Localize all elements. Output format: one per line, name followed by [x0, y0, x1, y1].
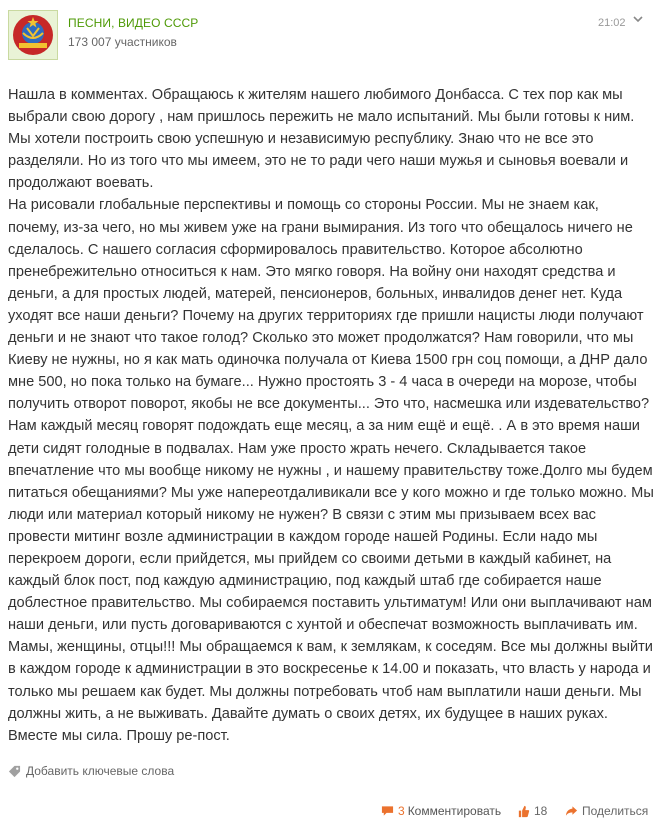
- post-paragraph: На рисовали глобальные перспективы и помощь со стороны России. Мы не знаем как, почему, из-за чего, но мы живем уже на грани вымирания. Из того что обещалось ничего не сделалось. С нашего согласия сформировалось правительство. Которое абсолютно пренебрежительно относиться к нам. Это мягко говоря. На войну они находят средства и деньги, а для простых людей, матерей, пенсионеров, больных, инвалидов денег нет. Куда уходят все наши деньги? Почему на других территориях где пришли нацисты люди получают деньги и не знают что такое голод? Сколько это может продолжатся? Нам говорили, что мы Киеву не нужны, но я как мать одиночка получала от Киева 1500 грн соц помощи, а ДНР дало мне 500, но пока только на бумаге... Нужно простоять 3 - 4 часа в очереди на морозе, чтобы получить отворот поворот, якобы не все документы... Это что, насмешка или издевательство? Нам каждый месяц говорят подождать еще месяц, а за ним ещё и ещё. . А в это время наши дети сидят голодные в подвалах. Нам уже просто жрать нечего. Складывается такое впечатление что мы вообще никому не нужны , и нашему правительству тоже.Долго мы будем питаться обещаниями? Мы уже напереотдаливикали все у кого можно и где только можно. Мы люди или материал который никому не нужен? В связи с этим мы призываем всех вас провести митинг возле администрации в каждом городе нашей Родины. Если надо мы перекроем дороги, если прийдется, мы прийдем со своими детьми в каждый кабинет, на каждый блок пост, под каждую администрацию, под каждый штаб где собирается наше доблестное правительство. Мы собираемся поставить ультиматум! Или они выплачивают нам наши деньги, или пусть договариваются с хунтой и обеспечат возможность выплачивать им. Мамы, женщины, отцы!!! Мы обращаемся к вам, к землякам, к соседям. Все мы должны выйти в каждом городе к администрации в это воскресенье к 14.00 и показать, что власть у народа и только мы решаем как будет. Мы должны потребовать чтоб нам выплатили наши деньги. Мы должны жить, а не выживать. Давайте думать о своих детях, их будущее в наших руках. Вместе мы сила. Прошу ре-пост.: [8, 197, 654, 744]
- tag-icon: [8, 765, 21, 778]
- group-avatar[interactable]: [8, 10, 58, 60]
- post-time: 21:02: [598, 17, 626, 29]
- add-keywords-link[interactable]: [8, 764, 174, 778]
- post-header: [0, 0, 659, 70]
- members-count: 173 007 участников: [68, 35, 177, 49]
- share-label: Поделиться: [582, 804, 649, 818]
- group-name-link[interactable]: ПЕСНИ, ВИДЕО СССР: [68, 16, 199, 30]
- chevron-down-icon[interactable]: [632, 13, 644, 28]
- soviet-emblem-icon: [11, 13, 55, 57]
- post-paragraph: Нашла в комментах. Обращаюсь к жителям нашего любимого Донбасса. С тех пор как мы выбрали свою дорогу , нам пришлось пережить не мало испытаний. Мы были готовы к ним. Мы хотели построить свою успешную и независимую республику. Знаю что не все это разделяли. Но из того что мы имеем, это не то ради чего наши мужья и сыновья воевали и продолжают воевать.: [8, 87, 635, 192]
- like-button[interactable]: [517, 804, 547, 818]
- comment-icon: [381, 805, 394, 817]
- like-count: 18: [534, 804, 548, 818]
- add-keywords-label: Добавить ключевые слова: [26, 764, 175, 778]
- post-actions: [0, 804, 659, 822]
- share-icon: [565, 805, 578, 817]
- post-text: [8, 84, 654, 747]
- share-button[interactable]: [565, 804, 648, 818]
- comment-count: 3: [398, 804, 405, 818]
- comment-button[interactable]: [381, 804, 501, 818]
- like-icon: [517, 805, 530, 818]
- comment-label: Комментировать: [407, 804, 502, 818]
